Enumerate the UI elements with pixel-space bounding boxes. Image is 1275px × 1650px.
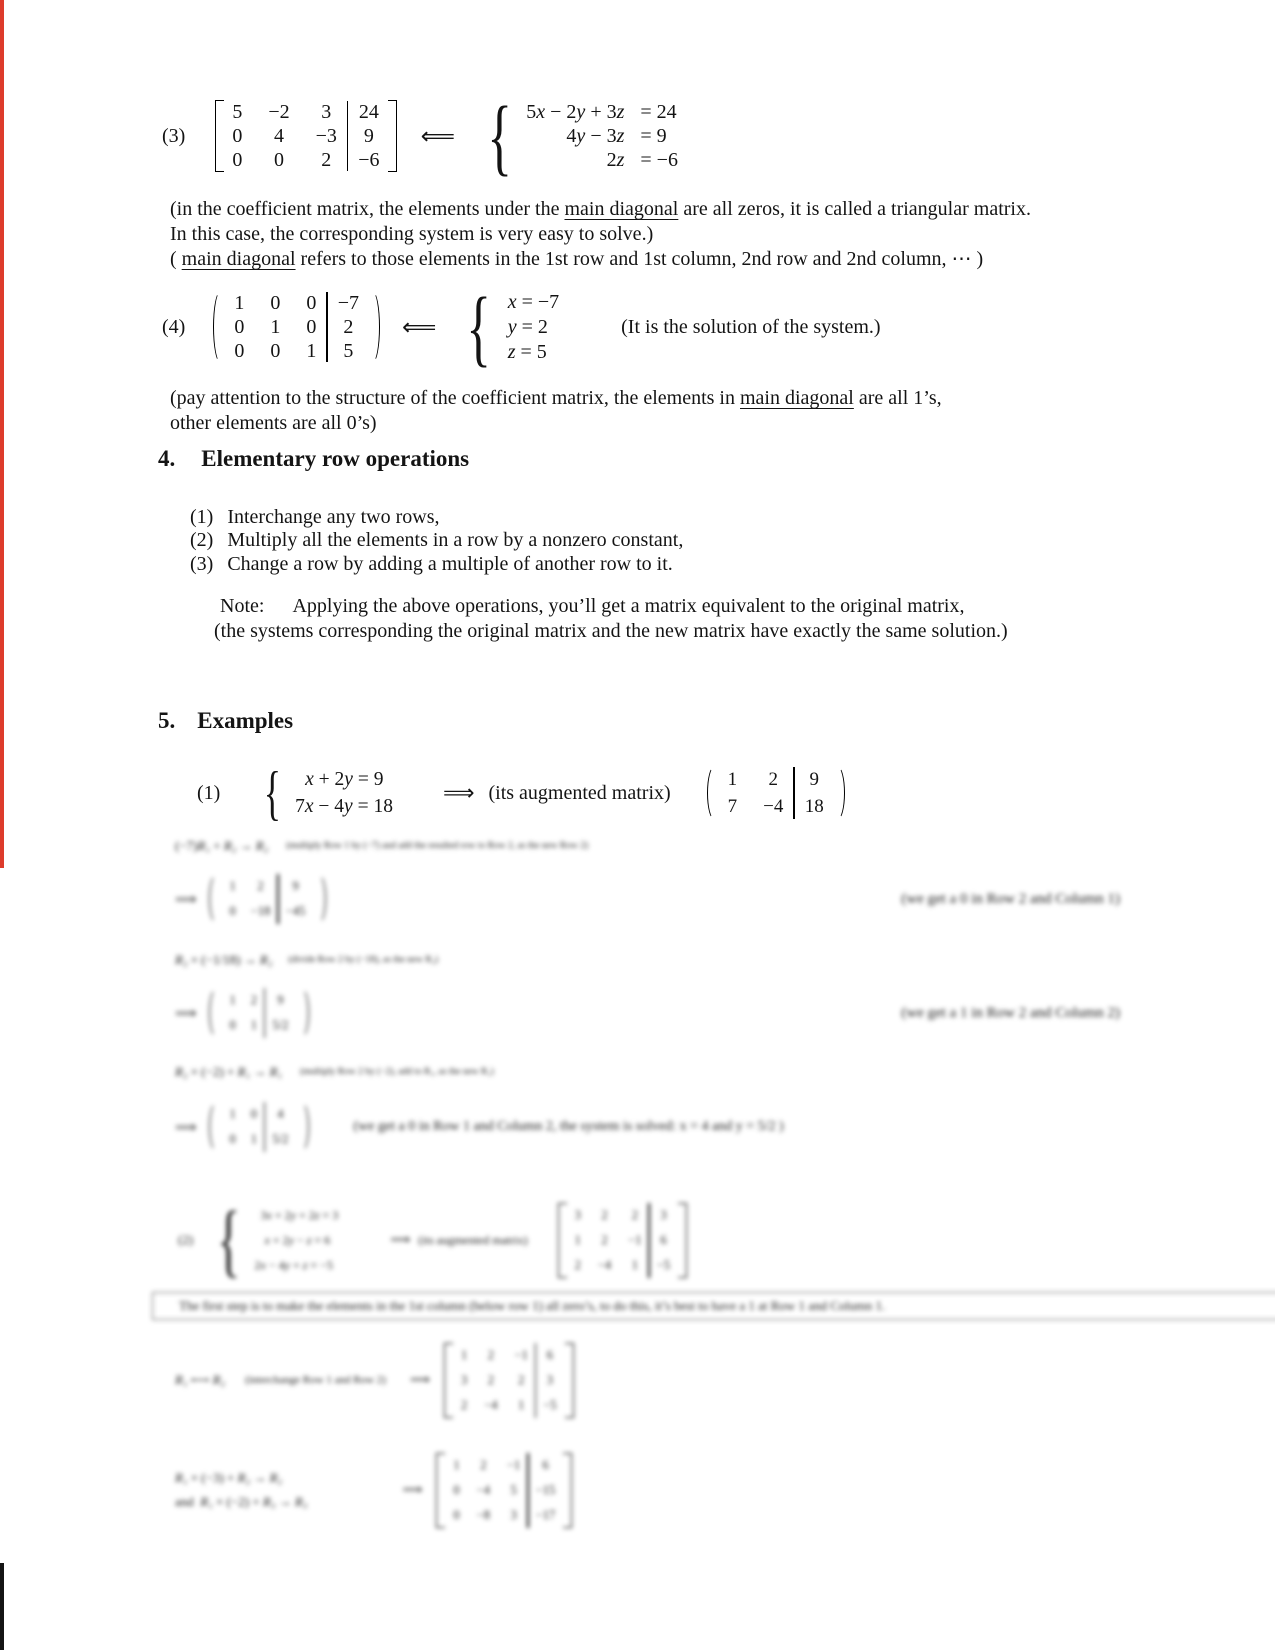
matrix-cell: 0 xyxy=(453,1482,460,1497)
matrix-cell: 1 xyxy=(306,339,317,362)
matrix-cell: 3 xyxy=(510,1507,517,1522)
matrix-cell: −6 xyxy=(358,148,380,171)
matrix-cell: 4 xyxy=(277,1107,284,1121)
left-bracket xyxy=(558,1203,567,1278)
matrix-cell: 1 xyxy=(250,1018,258,1032)
matrix-cell: 0 xyxy=(234,339,245,362)
matrix-cell: 2 xyxy=(321,148,332,171)
right-bracket xyxy=(565,1343,574,1418)
step-matrix xyxy=(436,1453,572,1528)
matrix-cell: −4 xyxy=(763,795,784,817)
ex2-step1-block xyxy=(175,1340,574,1420)
triangular-note-line-2: In this case, the corresponding system is very easy to solve.) xyxy=(170,223,654,245)
matrix-cell: 2 xyxy=(601,1232,608,1247)
system-line: 2z xyxy=(606,148,625,171)
matrix-cell: 2 xyxy=(601,1207,608,1222)
matrix-cell: 1 xyxy=(460,1347,468,1362)
matrix-cell: 2 xyxy=(460,1397,468,1412)
augmented-matrix-caption: (its augmented matrix) xyxy=(488,781,671,804)
matrix-cell: 3 xyxy=(321,100,332,123)
matrix-coefficients xyxy=(461,1343,528,1418)
section-number: 4. xyxy=(158,446,176,471)
matrix-constants xyxy=(536,1453,556,1528)
matrix-cell: 1 xyxy=(229,879,236,893)
first-step-box-note xyxy=(152,1292,1275,1320)
example-1-label: (1) xyxy=(197,781,221,804)
matrix-cell: 18 xyxy=(804,795,824,817)
system-brace: { xyxy=(466,279,492,375)
matrix-cell: 1 xyxy=(631,1257,638,1272)
matrix-cell: −45 xyxy=(285,904,306,918)
matrix-cell: −4 xyxy=(476,1482,490,1497)
matrix-cell: 0 xyxy=(229,904,236,918)
matrix-cell: 3 xyxy=(574,1207,581,1222)
matrix-cell: 1 xyxy=(270,315,281,338)
matrix-cell: 24 xyxy=(358,100,379,123)
matrix-cell: 2 xyxy=(487,1347,495,1362)
ex1-step3-result xyxy=(175,1100,784,1154)
implies-arrow: ⟹ xyxy=(402,1482,423,1498)
item-label: (2) xyxy=(190,529,214,551)
matrix-coefficients xyxy=(230,1102,258,1152)
main-diagonal-term: main diagonal xyxy=(181,248,296,270)
item-text: Interchange any two rows, xyxy=(227,505,440,528)
matrix-cell: −5 xyxy=(543,1397,557,1412)
matrix-cell: 9 xyxy=(292,879,299,893)
system-rhs: = −6 xyxy=(640,148,678,171)
matrix-cell: 1 xyxy=(234,291,245,314)
equation-4-label: (4) xyxy=(162,315,186,338)
augmented-divider xyxy=(264,988,265,1038)
ex1-step1-operation xyxy=(175,838,588,854)
matrix-cell: 9 xyxy=(363,124,374,147)
matrix-coefficients xyxy=(453,1453,520,1528)
result-comment: (we get a 0 in Row 1 and Column 2, the system is solved: x = 4 and y = 5/2 ) xyxy=(353,1119,784,1134)
matrix-constants xyxy=(657,1203,670,1278)
implied-by-arrow: ⟸ xyxy=(402,313,437,341)
matrix-cell: −2 xyxy=(268,100,290,123)
matrix-cell: 1 xyxy=(229,1107,236,1121)
result-comment: (we get a 0 in Row 2 and Column 1) xyxy=(901,890,1120,907)
operation-comment: (interchange Row 1 and Row 2) xyxy=(245,1374,386,1386)
system-line: y = 2 xyxy=(507,315,548,338)
matrix-cell: 0 xyxy=(234,315,245,338)
right-paren xyxy=(294,1102,309,1152)
result-comment: (we get a 1 in Row 2 and Column 2) xyxy=(901,1004,1120,1021)
system-line: x + 2y − z = 6 xyxy=(264,1232,331,1247)
matrix-cell: 6 xyxy=(546,1347,554,1362)
system-brace: { xyxy=(264,760,282,826)
matrix-cell: 9 xyxy=(277,993,284,1007)
example-2-label: (2) xyxy=(178,1232,194,1247)
matrix-cell: −3 xyxy=(315,124,337,147)
matrix-cell: 0 xyxy=(232,148,243,171)
item-label: (1) xyxy=(190,505,214,528)
left-paren xyxy=(209,1102,224,1152)
ex1-step2-operation xyxy=(175,952,438,968)
matrix-constants xyxy=(286,874,306,924)
right-paren xyxy=(294,988,309,1038)
system-rhs: = 24 xyxy=(640,100,677,123)
triangular-note-line-1: (in the coefficient matrix, the elements under the main diagonal are all zeros, it is called a triangular matrix. xyxy=(170,198,1031,220)
matrix-cell: 0 xyxy=(270,291,281,314)
system-line: 7x − 4y = 18 xyxy=(295,795,393,817)
matrix-cell: −7 xyxy=(337,291,359,314)
ex1-step1-result xyxy=(175,872,1120,926)
operation-comment: (divide Row 2 by (−18), as the new R₂) xyxy=(288,955,439,965)
row-operation: R₁ × (−3) + R₂ → R₂ xyxy=(175,1470,283,1485)
system-line: 2x − 4y + z = −5 xyxy=(254,1257,333,1272)
right-paren xyxy=(311,874,326,924)
matrix-cell: 0 xyxy=(270,339,281,362)
implies-arrow: ⟹ xyxy=(175,1118,197,1136)
step2-operations xyxy=(175,1466,307,1514)
step-matrix xyxy=(209,988,310,1038)
implies-arrow: ⟹ xyxy=(409,1372,430,1388)
row-operation: (−7)R₁ + R₂ → R₂ xyxy=(175,838,269,853)
left-bracket xyxy=(436,1453,445,1528)
example-2-augmented-matrix xyxy=(558,1203,688,1278)
matrix-cell: 0 xyxy=(229,1018,236,1032)
matrix-cell: 0 xyxy=(306,291,317,314)
main-diagonal-term: main diagonal xyxy=(740,387,854,409)
matrix-cell: 2 xyxy=(631,1207,638,1222)
matrix-cell: −17 xyxy=(535,1507,556,1522)
matrix-cell: 4 xyxy=(273,124,284,147)
matrix-cell: 0 xyxy=(453,1507,460,1522)
solution-comment: (It is the solution of the system.) xyxy=(621,315,881,338)
system-brace: { xyxy=(217,1194,241,1285)
matrix-cell: 2 xyxy=(343,315,354,338)
matrix-cell: −15 xyxy=(535,1482,556,1497)
matrix-cell: 0 xyxy=(250,1107,258,1121)
row-operation: R₁ ⟷ R₂ xyxy=(175,1372,226,1387)
matrix-cell: 3 xyxy=(460,1372,468,1387)
matrix-cell: −1 xyxy=(628,1232,642,1247)
left-paren xyxy=(209,874,224,924)
left-paren xyxy=(209,988,224,1038)
augmented-divider xyxy=(648,1203,649,1278)
ex2-step2-block xyxy=(175,1450,572,1530)
item-text: Change a row by adding a multiple of another row to it. xyxy=(227,552,673,575)
matrix-cell: 2 xyxy=(487,1372,495,1387)
row-operation: R₂ × (−1/18) → R₂ xyxy=(175,952,273,967)
row-operation: R₂ × (−2) + R₁ → R₁ xyxy=(175,1064,283,1079)
matrix-cell: 3 xyxy=(546,1372,554,1387)
matrix-cell: 7 xyxy=(727,795,738,817)
example-2-system xyxy=(255,1203,339,1278)
augmented-divider xyxy=(527,1453,528,1528)
item-text: Multiply all the elements in a row by a nonzero constant, xyxy=(227,529,684,551)
implies-arrow: ⟹ xyxy=(442,780,475,806)
system-brace: { xyxy=(487,88,512,184)
matrix-cell: −1 xyxy=(506,1457,521,1472)
system-line: 5x − 2y + 3z xyxy=(526,100,625,123)
matrix-cell: 0 xyxy=(229,1132,236,1146)
matrix-cell: 0 xyxy=(232,124,243,147)
item-label: (3) xyxy=(190,552,214,575)
matrix-coefficients xyxy=(230,874,271,924)
matrix-coefficients xyxy=(575,1203,642,1278)
matrix-cell: −4 xyxy=(484,1397,498,1412)
matrix-cell: −18 xyxy=(250,904,271,918)
ex1-step3-operation xyxy=(175,1064,494,1080)
matrix-cell: 2 xyxy=(480,1457,487,1472)
matrix-constants xyxy=(272,988,288,1038)
implies-arrow: ⟹ xyxy=(390,1232,411,1248)
matrix-cell: 9 xyxy=(809,768,820,790)
matrix-cell: 2 xyxy=(250,993,258,1007)
system-line: x + 2y = 9 xyxy=(305,768,384,790)
matrix-cell: 5/2 xyxy=(272,1132,289,1146)
augmented-divider xyxy=(535,1343,536,1418)
matrix-cell: 5 xyxy=(343,339,354,362)
system-rhs: = 9 xyxy=(640,124,667,147)
matrix-cell: 5 xyxy=(510,1482,517,1497)
right-bracket xyxy=(678,1203,687,1278)
right-bracket xyxy=(563,1453,572,1528)
ex1-step2-result xyxy=(175,986,1120,1040)
matrix-cell: 0 xyxy=(273,148,284,171)
section-number: 5. xyxy=(158,708,176,733)
matrix-cell: 1 xyxy=(518,1397,525,1412)
matrix-cell: −4 xyxy=(597,1257,612,1272)
augmented-divider xyxy=(277,874,278,924)
matrix-cell: 1 xyxy=(229,993,236,1007)
system-line: x = −7 xyxy=(507,290,560,313)
example-2-block xyxy=(178,1196,687,1284)
matrix-cell: 1 xyxy=(250,1132,258,1146)
main-diagonal-term: main diagonal xyxy=(564,198,679,220)
step-matrix xyxy=(209,1102,310,1152)
implies-arrow: ⟹ xyxy=(175,1004,197,1022)
matrix-cell: 1 xyxy=(727,768,738,790)
matrix-cell: 6 xyxy=(660,1232,667,1247)
step-matrix xyxy=(444,1343,574,1418)
implied-by-arrow: ⟸ xyxy=(420,122,455,150)
matrix-cell: 2 xyxy=(257,879,264,893)
matrix-cell: 2 xyxy=(518,1372,525,1387)
section-title: Elementary row operations xyxy=(201,446,470,471)
left-bracket xyxy=(444,1343,453,1418)
system-line: z = 5 xyxy=(507,340,547,363)
matrix-cell: −1 xyxy=(514,1347,528,1362)
matrix-cell: 1 xyxy=(574,1232,581,1247)
matrix-constants xyxy=(272,1102,288,1152)
matrix-cell: 5 xyxy=(232,100,243,123)
augmented-divider xyxy=(264,1102,265,1152)
matrix-cell: −8 xyxy=(476,1507,490,1522)
identity-note-line-1: (pay attention to the structure of the coefficient matrix, the elements in main diagonal are all 1’s, xyxy=(170,387,942,409)
note-line-1: Note: Applying the above operations, you’ll get a matrix equivalent to the original matrix, xyxy=(220,595,965,617)
matrix-cell: −5 xyxy=(656,1257,671,1272)
operation-comment: (multiply Row 1 by (−7) and add the resulted row to Row 2, as the new Row 2) xyxy=(286,841,589,851)
matrix-cell: 6 xyxy=(542,1457,549,1472)
matrix-cell: 0 xyxy=(306,315,317,338)
matrix-cell: 2 xyxy=(768,768,779,790)
matrix-cell: 5/2 xyxy=(272,1018,289,1032)
matrix-constants xyxy=(543,1343,556,1418)
implies-arrow: ⟹ xyxy=(175,890,197,908)
augmented-matrix-caption: (its augmented matrix) xyxy=(418,1232,528,1247)
row-operation: and R₁ × (−2) + R₃ → R₃ xyxy=(175,1494,308,1509)
section-title: Examples xyxy=(197,708,294,733)
matrix-cell: 1 xyxy=(453,1457,460,1472)
matrix-cell: 2 xyxy=(574,1257,581,1272)
equation-3-label: (3) xyxy=(162,124,186,147)
system-line: 3x + 2y + 2z = 3 xyxy=(260,1207,339,1222)
identity-note-line-2: other elements are all 0’s) xyxy=(170,412,377,434)
operation-comment: (multiply Row 2 by (−2), add to R₁, as the new R₁) xyxy=(300,1067,494,1077)
note-label: Note: xyxy=(220,595,265,617)
step-matrix xyxy=(209,874,327,924)
matrix-coefficients xyxy=(230,988,258,1038)
note-line-2: (the systems corresponding the original matrix and the new matrix have exactly the same solution.) xyxy=(214,620,1008,642)
box-note-text: The first step is to make the elements in the 1st column (below row 1) all zero’s, to do this, it’s best to have a 1 at Row 1 and Column 1. xyxy=(179,1298,886,1313)
triangular-note-line-3: ( main diagonal refers to those elements in the 1st row and 1st column, 2nd row and 2nd column, ⋯ ) xyxy=(170,248,984,270)
system-line: 4y − 3z xyxy=(566,124,625,147)
matrix-cell: 3 xyxy=(660,1207,667,1222)
